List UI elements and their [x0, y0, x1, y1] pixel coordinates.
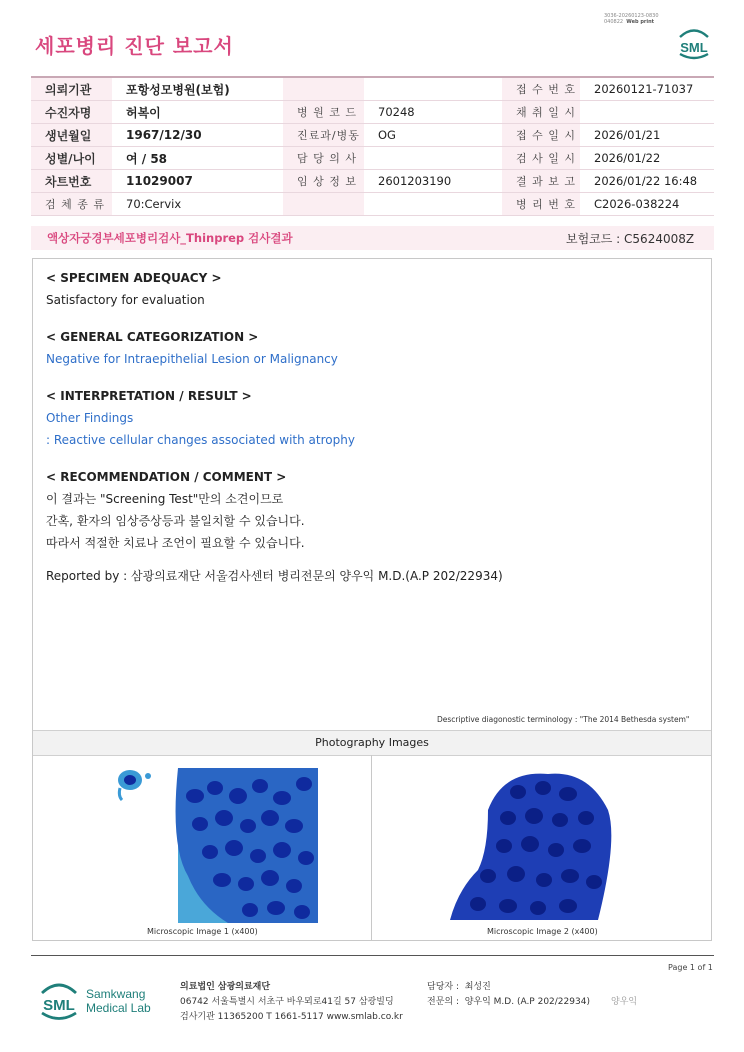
image-1-caption: Microscopic Image 1 (x400) [147, 927, 258, 936]
table-row [31, 101, 714, 124]
table-row [31, 147, 714, 170]
info-label: 병 원 코 드 [283, 101, 364, 124]
info-label: 성별/나이 [31, 147, 112, 170]
info-value: 70:Cervix [112, 193, 283, 216]
info-value: C2026-038224 [580, 193, 714, 216]
interpretation-line: Other Findings [46, 411, 134, 425]
report-title: 세포병리 진단 보고서 [35, 34, 234, 58]
info-value [364, 147, 502, 170]
doctor-name: 양우익 M.D. (A.P 202/22934) [464, 997, 590, 1007]
info-value [364, 77, 502, 101]
table-row [31, 193, 714, 216]
info-value: 2026/01/22 16:48 [580, 170, 714, 193]
staff-label: 담당자 : [427, 982, 459, 992]
info-value: 1967/12/30 [112, 124, 283, 147]
footer-logo [36, 979, 151, 1023]
info-value: 2026/01/22 [580, 147, 714, 170]
reported-by: Reported by : 삼광의료재단 서울검사센터 병리전문의 양우익 M.D.(A.P 202/22934) [46, 569, 503, 583]
brand-name-line1: Samkwang [86, 987, 146, 1001]
adequacy-text: Satisfactory for evaluation [46, 293, 205, 307]
print-id: 3036-20260123-0830 [604, 13, 659, 19]
footer-address: 06742 서울특별시 서초구 바우뫼로41길 57 삼광빌딩 [180, 997, 394, 1007]
insurance-code: 보험코드 : C5624008Z [566, 232, 695, 246]
photo-divider [371, 755, 372, 940]
print-label: Web print [626, 19, 655, 25]
table-row [31, 77, 714, 101]
page-number: Page 1 of 1 [668, 963, 713, 972]
info-label: 채 취 일 시 [502, 101, 580, 124]
info-label: 접 수 일 시 [502, 124, 580, 147]
info-label: 접 수 번 호 [502, 77, 580, 101]
info-value: OG [364, 124, 502, 147]
terminology-note: Descriptive diagonostic terminology : "The 2014 Bethesda system" [437, 715, 690, 724]
adequacy-heading: < SPECIMEN ADEQUACY > [46, 271, 222, 285]
print-time: 040822 [604, 19, 624, 25]
footer-contact: 검사기관 11365200 T 1661-5117 www.smlab.co.kr [180, 1012, 403, 1022]
info-value [364, 193, 502, 216]
footer-org-name: 의료법인 삼광의료재단 [180, 982, 271, 992]
info-value: 2601203190 [364, 170, 502, 193]
info-label [283, 193, 364, 216]
recommendation-line: 따라서 적절한 치료나 조언이 필요할 수 있습니다. [46, 536, 305, 550]
interpretation-line: : Reactive cellular changes associated with atrophy [46, 433, 355, 447]
patient-info-table [31, 76, 714, 216]
info-value [580, 101, 714, 124]
photo-section-title: Photography Images [315, 736, 429, 749]
footer-staff-info [427, 980, 590, 1010]
recommendation-heading: < RECOMMENDATION / COMMENT > [46, 470, 287, 484]
info-value: 11029007 [112, 170, 283, 193]
svg-text:SML: SML [43, 997, 75, 1014]
image-2-caption: Microscopic Image 2 (x400) [487, 927, 598, 936]
recommendation-line: 간혹, 환자의 임상증상등과 불일치할 수 있습니다. [46, 514, 305, 528]
info-label: 결 과 보 고 [502, 170, 580, 193]
recommendation-line: 이 결과는 "Screening Test"만의 소견이므로 [46, 492, 284, 506]
info-label [283, 77, 364, 101]
info-value: 20260121-71037 [580, 77, 714, 101]
info-label: 생년월일 [31, 124, 112, 147]
footer-divider [31, 955, 714, 956]
category-heading: < GENERAL CATEGORIZATION > [46, 330, 259, 344]
info-value: 여 / 58 [112, 147, 283, 170]
staff-name: 최성진 [464, 982, 491, 992]
info-value: 70248 [364, 101, 502, 124]
category-text: Negative for Intraepithelial Lesion or Malignancy [46, 352, 338, 366]
doctor-label: 전문의 : [427, 997, 459, 1007]
report-text [46, 267, 503, 587]
table-row [31, 124, 714, 147]
sml-logo-icon [36, 979, 82, 1023]
info-value: 2026/01/21 [580, 124, 714, 147]
info-label: 의뢰기관 [31, 77, 112, 101]
print-info [604, 13, 659, 25]
microscopic-image-2 [448, 770, 618, 922]
info-label: 담 당 의 사 [283, 147, 364, 170]
info-label: 검 체 종 류 [31, 193, 112, 216]
info-value: 포항성모병원(보험) [112, 77, 283, 101]
info-label: 차트번호 [31, 170, 112, 193]
microscopic-image-1 [100, 766, 320, 924]
brand-name-line2: Medical Lab [86, 1001, 151, 1015]
info-label: 임 상 정 보 [283, 170, 364, 193]
info-label: 검 사 일 시 [502, 147, 580, 170]
svg-text:SML: SML [680, 40, 708, 55]
footer-org-info [180, 980, 403, 1025]
info-label: 진료과/병동 [283, 124, 364, 147]
info-label: 수진자명 [31, 101, 112, 124]
sml-logo-icon [674, 26, 714, 60]
test-name: 액상자궁경부세포병리검사_Thinprep 검사결과 [47, 231, 293, 245]
info-value: 허복이 [112, 101, 283, 124]
interpretation-heading: < INTERPRETATION / RESULT > [46, 389, 252, 403]
table-row [31, 170, 714, 193]
doctor-signature: 양우익 [611, 997, 638, 1007]
info-label: 병 리 번 호 [502, 193, 580, 216]
